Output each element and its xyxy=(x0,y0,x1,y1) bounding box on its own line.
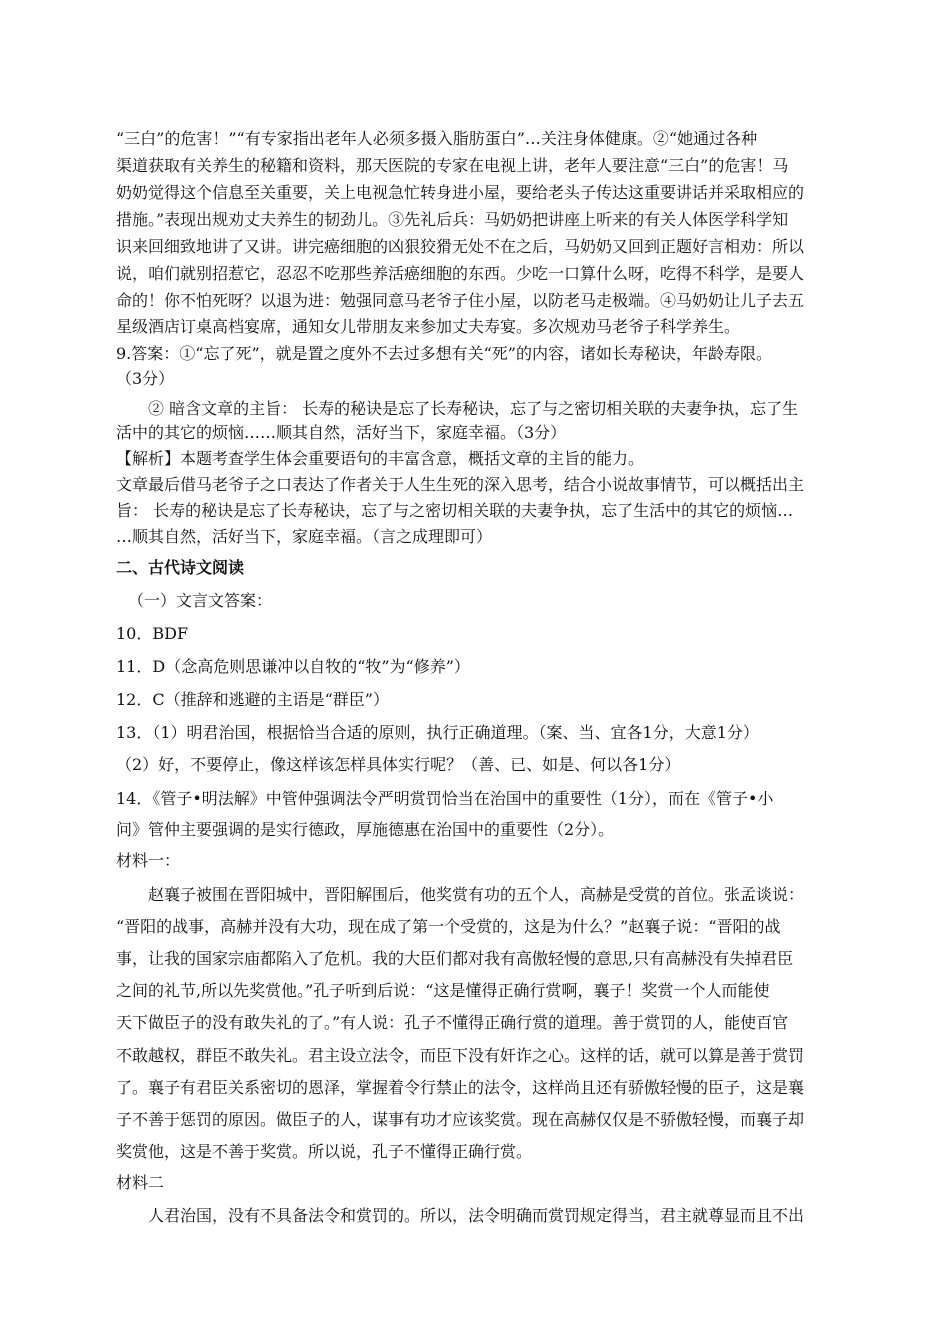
analysis-heading: 【解析】本题考查学生体会重要语句的丰富含意，概括文章的主旨的能力。 xyxy=(116,449,645,468)
material-1-paragraph: 赵襄子被围在晋阳城中，晋阳解围后，他奖赏有功的五个人，高赫是受赏的首位。张孟谈说： xyxy=(148,885,805,904)
text-line: 旨： 长寿的秘诀是忘了长寿秘诀，忘了与之密切相关联的夫妻争执，忘了生活中的其它的烦恼… xyxy=(116,501,794,520)
question-9-point-2: ② 暗含文章的主旨： 长寿的秘诀是忘了长寿秘诀，忘了与之密切相关联的夫妻争执，忘了生 xyxy=(148,399,799,418)
material-2-paragraph: 人君治国，没有不具备法令和赏罚的。所以，法令明确而赏罚规定得当，君主就尊显而且不出 xyxy=(148,1206,805,1225)
text-line: 事，让我的国家宗庙都陷入了危机。我的大臣们都对我有高傲轻慢的意思,只有高赫没有失掉君臣 xyxy=(116,949,794,968)
text-line: 了。襄子有君臣关系密切的恩泽，掌握着令行禁止的法令，这样尚且还有骄傲轻慢的臣子，这是襄 xyxy=(116,1078,805,1097)
text-line: …顺其自然，活好当下，家庭幸福。（言之成理即可） xyxy=(116,527,493,546)
text-line: 天下做臣子的没有敢失礼的了。”有人说：孔子不懂得正确行赏的道理。善于赏罚的人，能使百官 xyxy=(116,1013,789,1032)
text-line: 不敢越权，群臣不敢失礼。君主设立法令，而臣下没有奸诈之心。这样的话，就可以算是善于赏罚 xyxy=(116,1046,805,1065)
text-line: 奖赏他，这是不善于奖赏。所以说，孔子不懂得正确行赏。 xyxy=(116,1142,533,1161)
text-line: “三白”的危害！”“有专家指出老年人必须多摄入脂肪蛋白”…关注身体健康。②“她通过各种 xyxy=(116,129,758,148)
answer-10: 10．BDF xyxy=(116,624,189,643)
text-line: 子不善于惩罚的原因。做臣子的人，谋事有功才应该奖赏。现在高赫仅仅是不骄傲轻慢，而襄子却 xyxy=(116,1110,805,1129)
answer-14: 14．《管子•明法解》中管仲强调法令严明赏罚恰当在治国中的重要性（1分），而在《管子•小 xyxy=(116,789,774,808)
material-1-label: 材料一： xyxy=(116,851,181,870)
text-line: 星级酒店订桌高档宴席，通知女儿带朋友来参加丈夫寿宴。多次规劝马老爷子科学养生。 xyxy=(116,317,741,336)
text-line: 说，咱们就别招惹它，忍忍不吃那些养活癌细胞的东西。少吃一口算什么呀，吃得不科学，是要人 xyxy=(116,264,805,283)
answer-12: 12．C（推辞和逃避的主语是“群臣”） xyxy=(116,690,389,709)
text-line: 奶奶觉得这个信息至关重要，关上电视急忙转身进小屋，要给老头子传达这重要讲话并采取相应的 xyxy=(116,183,805,202)
answer-11: 11．D（念高危则思谦冲以自牧的“牧”为“修养”） xyxy=(116,657,470,676)
answer-13-part-2: （2）好，不要停止，像这样该怎样具体实行呢？（善、已、如是、何以各1分） xyxy=(116,755,681,774)
text-line: （3分） xyxy=(116,369,175,388)
section-heading: 二、古代诗文阅读 xyxy=(116,558,245,577)
text-line: 措施。”表现出规劝丈夫养生的韧劲儿。③先礼后兵：马奶奶把讲座上听来的有关人体医学科学知 xyxy=(116,210,789,229)
text-line: 文章最后借马老爷子之口表达了作者关于人生生死的深入思考，结合小说故事情节，可以概括出主 xyxy=(116,475,805,494)
text-line: 活中的其它的烦恼……顺其自然，活好当下，家庭幸福。（3分） xyxy=(116,423,567,442)
question-9-answer: 9.答案：①“忘了死”，就是置之度外不去过多想有关“死”的内容，诸如长寿秘诀，年龄寿限。 xyxy=(116,344,772,363)
text-line: 渠道获取有关养生的秘籍和资料，那天医院的专家在电视上讲，老年人要注意“三白”的危害！马 xyxy=(116,156,789,175)
text-line: 命的！你不怕死呀？以退为进：勉强同意马老爷子住小屋，以防老马走极端。④马奶奶让儿子去五 xyxy=(116,291,805,310)
text-line: “晋阳的战事，高赫并没有大功，现在成了第一个受赏的，这是为什么？”赵襄子说：“晋阳的战 xyxy=(116,917,781,936)
text-line: 之间的礼节,所以先奖赏他。”孔子听到后说：“这是懂得正确行赏啊，襄子！奖赏一个人而能使 xyxy=(116,981,770,1000)
material-2-label: 材料二 xyxy=(116,1173,165,1192)
text-line: 识来回细致地讲了又讲。讲完癌细胞的凶狠狡猾无处不在之后，马奶奶又回到正题好言相劝：所以 xyxy=(116,237,805,256)
text-line: 问》管仲主要强调的是实行德政，厚施德惠在治国中的重要性（2分）。 xyxy=(116,820,615,839)
subsection-label: （一）文言文答案： xyxy=(128,591,273,610)
answer-13-part-1: 13．（1）明君治国，根据恰当合适的原则，执行正确道理。（案、当、宜各1分，大意1分） xyxy=(116,723,759,742)
